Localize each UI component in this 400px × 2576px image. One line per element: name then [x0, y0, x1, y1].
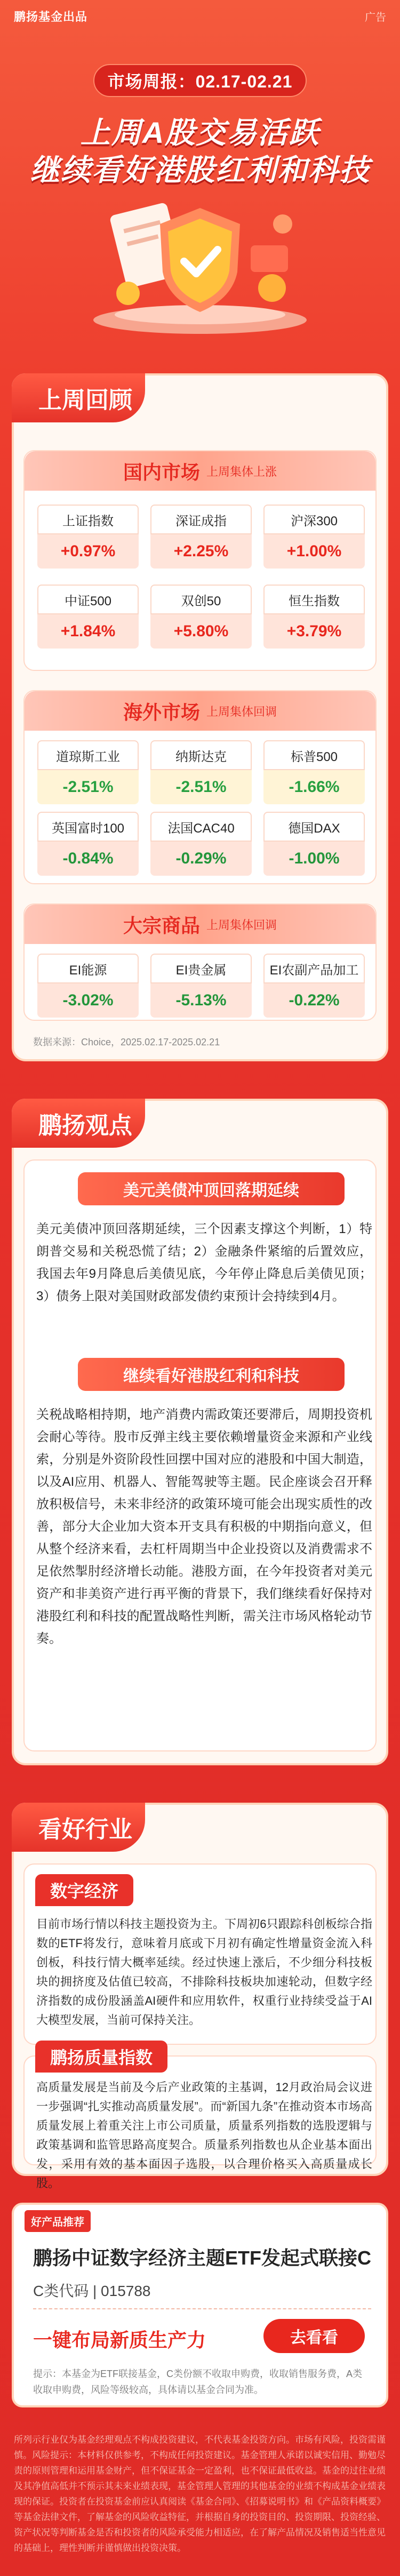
index-name: EI贵金属	[150, 954, 252, 983]
index-change: +1.00%	[263, 534, 365, 569]
index-cell	[263, 740, 365, 812]
quality-index-text: 高质量发展是当前及今后产业政策的主基调，12月政治局会议进一步强调“扎实推动高质量发展”。而“新国九条”在推动资本市场高质量发展上着重关注上市公司质量，质量系列指数的选股逻辑与政策基调和监管思路高度契合。质量系列指数也从企业基本面出发，采用有效的基本面因子选股，以合理价格买入高质量成长股。	[36, 2081, 372, 2190]
overseas-market-header	[25, 691, 375, 731]
views-card	[12, 1099, 388, 1765]
commodity-panel	[23, 903, 377, 1021]
hero-banner	[0, 0, 400, 347]
index-cell	[37, 505, 139, 585]
index-cell	[37, 740, 139, 812]
product-slogan: 一键布局新质生产力	[33, 2329, 206, 2351]
index-name: 双创50	[150, 585, 252, 614]
index-change: -0.29%	[150, 842, 252, 876]
index-name: 法国CAC40	[150, 812, 252, 842]
index-cell	[263, 954, 365, 1034]
review-section-title: 上周回顾	[12, 373, 145, 422]
view1-title: 美元美债冲顶回落期延续	[78, 1172, 345, 1205]
overseas-market-subtitle: 上周集体回调	[206, 705, 277, 718]
commodity-subtitle: 上周集体回调	[206, 918, 277, 932]
index-cell	[37, 954, 139, 1034]
index-change: +3.79%	[263, 614, 365, 649]
commodity-index-grid	[37, 954, 365, 1034]
index-name: 中证500	[37, 585, 139, 614]
index-change: -5.13%	[150, 983, 252, 1018]
product-tag: 好产品推荐	[25, 2210, 91, 2232]
index-name: 沪深300	[263, 505, 365, 534]
overseas-market-title: 海外市场	[123, 701, 200, 723]
index-name: 恒生指数	[263, 585, 365, 614]
product-note: 提示：本基金为ETF联接基金，C类份额不收取申购费，收取销售服务费，A类收取申购费，风险等级较高，具体请以基金合同为准。	[33, 2369, 362, 2395]
index-name: EI农副产品加工	[263, 954, 365, 983]
index-cell	[150, 740, 252, 812]
index-cell	[150, 812, 252, 883]
index-change: +5.80%	[150, 614, 252, 649]
index-cell	[37, 585, 139, 665]
index-cell	[263, 812, 365, 883]
domestic-market-subtitle: 上周集体上涨	[206, 465, 277, 478]
shield-illustration-icon	[80, 187, 320, 336]
domestic-index-grid	[37, 505, 365, 665]
index-cell	[150, 954, 252, 1034]
index-change: -2.51%	[37, 770, 139, 804]
digital-economy-title: 数字经济	[35, 1874, 133, 1906]
overseas-market-panel	[23, 690, 377, 884]
domestic-market-title: 国内市场	[123, 461, 200, 483]
index-name: 德国DAX	[263, 812, 365, 842]
index-name: 上证指数	[37, 505, 139, 534]
quality-index-panel	[23, 2048, 377, 2190]
index-change: -3.02%	[37, 983, 139, 1018]
weekly-date-pill: 市场周报：02.17-02.21	[93, 64, 307, 97]
index-name: 道琼斯工业	[37, 740, 139, 770]
index-name: 深证成指	[150, 505, 252, 534]
product-code: C类代码 | 015788	[33, 2283, 151, 2299]
index-cell	[37, 812, 139, 883]
commodity-title: 大宗商品	[123, 914, 200, 937]
index-change: +1.84%	[37, 614, 139, 649]
index-change: -0.22%	[263, 983, 365, 1018]
index-name: 标普500	[263, 740, 365, 770]
risk-disclaimer: 所列示行业仅为基金经理观点不构成投资建议，不代表基金投资方向。市场有风险，投资需谨慎。风险提示：本材料仅供参考，不构成任何投资建议。基金管理人承诺以诚实信用、勤勉尽责的原则管理和运用基金财产，但不保证基金一定盈利，也不保证最低收益。基金的过往业绩及其净值高低并不预示其未来业绩表现，基金管理人管理的其他基金的业绩不构成基金业绩表现的保证。投资者在投资基金前应认真阅读《基金合同》、《招募说明书》和《产品资料概要》等基金法律文件，了解基金的风险收益特征，并根据自身的投资目的、投资期限、投资经验、资产状况等判断基金是否和投资者的风险承受能力相适应，在了解产品情况及销售适当性意见的基础上，理性判断并谨慎做出投资决策。	[14, 2435, 386, 2553]
domestic-market-panel	[23, 450, 377, 671]
domestic-market-header	[25, 451, 375, 491]
product-name[interactable]: 鹏扬中证数字经济主题ETF发起式联接C	[33, 2247, 371, 2269]
review-card	[12, 373, 388, 1061]
quality-index-title: 鹏扬质量指数	[35, 2041, 167, 2073]
index-cell	[263, 585, 365, 665]
hero-title-line2: 继续看好港股红利和科技	[30, 153, 370, 187]
index-name: 纳斯达克	[150, 740, 252, 770]
view2-text: 关税战略相持期，地产消费内需政策还要滞后，周期投资机会耐心等待。股市反弹主线主要依赖增量资金来源和产业线索，分别是外资阶段性回摆中国对应的港股和中国大制造，以及AI应用、机器人、智能驾驶等主题。民企座谈会召开释放积极信号，未来非经济的政策环境可能会出现实质性的改善，部分大企业加大资本开支具有积极的中期指向意义，但从整个经济来看，去杠杆周期当中企业投资以及消费需求不足依然掣肘经济增长动能。港股方面，在今年投资者对美元资产和非美资产进行再平衡的背景下，我们继续看好保持对港股红利和科技的配置战略性判断，需关注市场风格轮动节奏。	[36, 1407, 372, 1646]
views-section-title: 鹏扬观点	[12, 1099, 145, 1148]
view2-title: 继续看好港股红利和科技	[78, 1358, 345, 1391]
sectors-section-title: 看好行业	[12, 1803, 145, 1852]
sectors-card	[12, 1803, 388, 2190]
index-change: -2.51%	[150, 770, 252, 804]
digital-economy-panel	[23, 1863, 377, 2045]
views-panel	[23, 1159, 377, 1751]
digital-economy-text: 目前市场行情以科技主题投资为主。下周初6只跟踪科创板综合指数的ETF将发行，意味着月底或下月初有确定性增量资金流入科创板，科技行情大概率延续。经过快速上涨后，不少细分科技板块的拥挤度及估值已较高，不排除科技板块加速轮动，但数字经济指数的成份股涵盖AI硬件和应用软件，权重行业持续受益于AI大模型发展，当前可保持关注。	[36, 1917, 372, 2027]
overseas-index-grid	[37, 740, 365, 883]
index-cell	[263, 505, 365, 585]
index-change: +2.25%	[150, 534, 252, 569]
product-card[interactable]	[12, 2203, 388, 2407]
brand-label: 鹏扬基金出品	[14, 10, 88, 23]
commodity-header	[25, 905, 375, 944]
index-name: EI能源	[37, 954, 139, 983]
index-change: -0.84%	[37, 842, 139, 876]
ad-tag: 广告	[365, 11, 386, 23]
view-product-button[interactable]: 去看看	[263, 2319, 365, 2353]
index-name: 英国富时100	[37, 812, 139, 842]
index-change: -1.66%	[263, 770, 365, 804]
divider	[33, 2308, 371, 2309]
index-change: -1.00%	[263, 842, 365, 876]
view1-text: 美元美债冲顶回落期延续，三个因素支撑这个判断，1）特朗普交易和关税恐慌了结；2）金融条件紧缩的后置效应，我国去年9月降息后美债见底，今年停止降息后美债见顶；3）债务上限对美国财政部发债约束预计会持续到4月。	[36, 1222, 372, 1303]
data-source-note: 数据来源：Choice，2025.02.17-2025.02.21	[33, 1037, 220, 1047]
hero-title-line1: 上周A股交易活跃	[80, 116, 320, 149]
index-cell	[150, 585, 252, 665]
index-cell	[150, 505, 252, 585]
index-change: +0.97%	[37, 534, 139, 569]
